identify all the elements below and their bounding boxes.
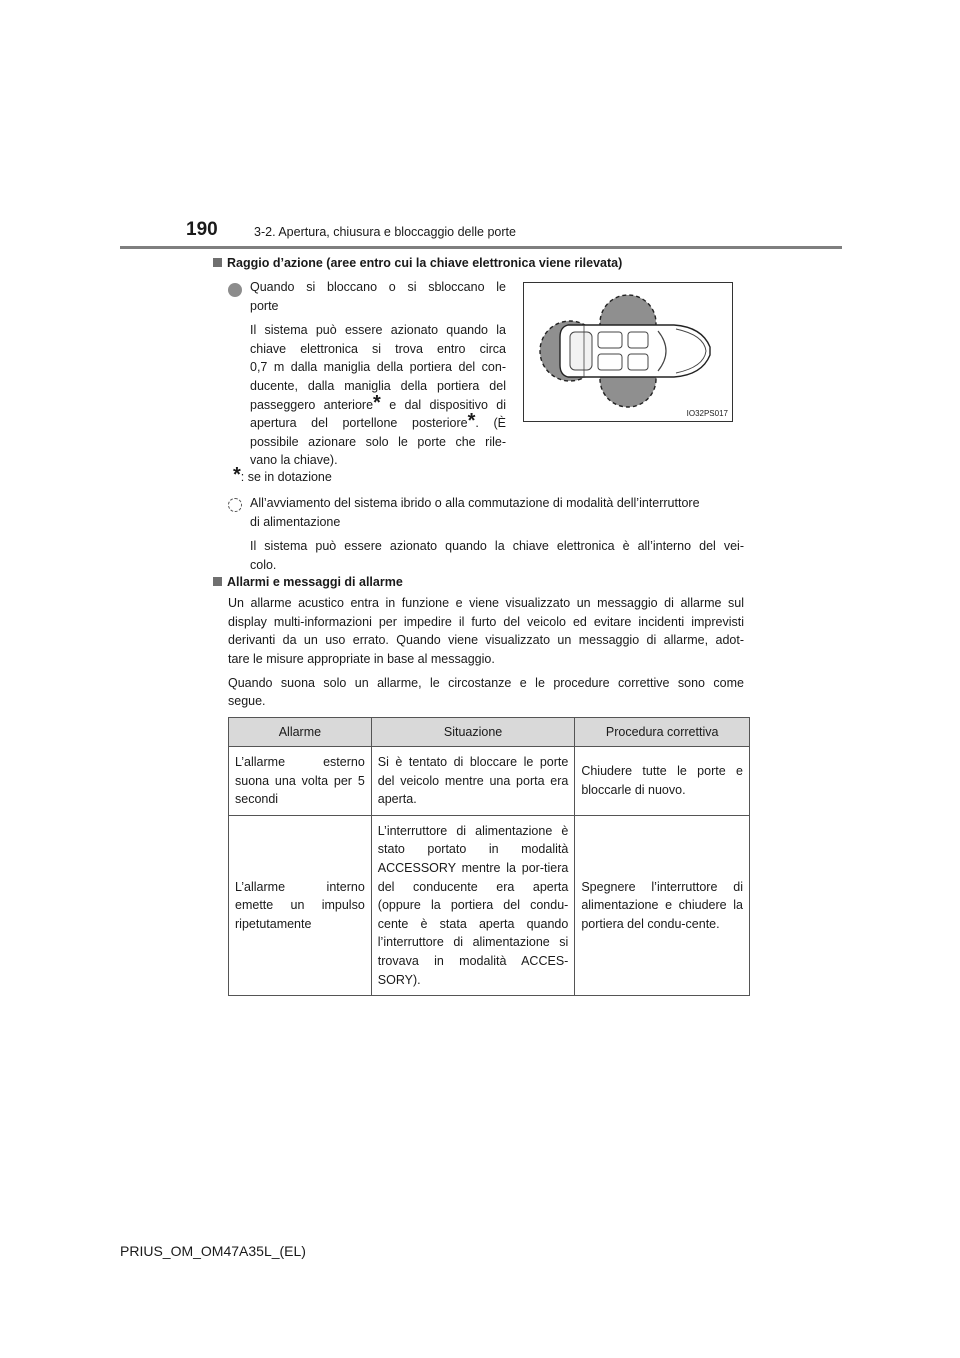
range-paragraph: [250, 321, 506, 451]
table-cell: L’allarme esterno suona una volta per 5 secondi: [229, 747, 372, 816]
text-line: Un allarme acustico entra in funzione e viene visualizzato un messaggio di allarme sul: [228, 596, 744, 610]
text-line: segue.: [228, 694, 266, 708]
asterisk: *: [467, 410, 476, 433]
square-bullet-icon: [213, 258, 222, 267]
filled-circle-icon: [228, 283, 242, 297]
column-header: Procedura correttiva: [575, 718, 750, 747]
text-line: derivanti da un uso errato. Quando viene visualizzato un messaggio di allarme, adot-: [228, 633, 744, 648]
section-heading-alarms: [213, 575, 403, 589]
text-line: possibile azionare solo le porte che rile-: [250, 434, 506, 449]
text-line: Il sistema può essere azionato quando la chiave elettronica è all’interno del vei-: [250, 539, 744, 554]
car-detection-figure: [523, 282, 733, 422]
alarm-table: [228, 717, 750, 996]
table-header-row: [229, 718, 750, 747]
table-cell: Si è tentato di bloccare le porte del veicolo mentre una porta era aperta.: [371, 747, 575, 816]
alarms-paragraph: [228, 594, 744, 650]
item-range-text: [250, 278, 506, 470]
front-seat: [628, 354, 648, 370]
rear-window: [570, 332, 592, 370]
heading-text: Raggio d’azione (aree entro cui la chiave elettronica viene rilevata): [227, 256, 623, 270]
text-line: vano la chiave).: [250, 453, 338, 468]
rear-seat: [598, 354, 622, 370]
dashed-circle-icon: [228, 498, 242, 512]
text-fragment: apertura del portellone posteriore: [250, 416, 468, 431]
text-line: tare le misure appropriate in base al messaggio.: [228, 652, 495, 666]
section-title: 3-2. Apertura, chiusura e bloccaggio delle porte: [254, 225, 516, 239]
table-cell: Spegnere l’interruttore di alimentazione e chiudere la portiera del condu-cente.: [575, 815, 750, 995]
table-row: [229, 747, 750, 816]
page-number: 190: [186, 219, 218, 240]
text-line: ducente, dalla maniglia della portiera del: [250, 378, 506, 393]
text-line: All’avviamento del sistema ibrido o alla commutazione di modalità dell’interruttore: [250, 496, 700, 510]
text-line: 0,7 m dalla maniglia della portiera del con-: [250, 360, 506, 375]
item-title-line: Quando si bloccano o si sbloccano le: [250, 280, 506, 294]
text-fragment: . (È: [475, 416, 506, 431]
table-cell: L’allarme interno emette un impulso ripetutamente: [229, 815, 372, 995]
text-line: colo.: [250, 557, 277, 572]
text-line: Il sistema può essere azionato quando la: [250, 323, 506, 338]
header-rule: [120, 246, 842, 249]
text-fragment: passeggero anteriore: [250, 397, 374, 412]
square-bullet-icon: [213, 577, 222, 586]
front-seat: [628, 332, 648, 348]
heading-text: Allarmi e messaggi di allarme: [227, 575, 403, 589]
document-footer: PRIUS_OM_OM47A35L_(EL): [120, 1243, 306, 1259]
table-cell: L’interruttore di alimentazione è stato portato in modalità ACCESSORY mentre la por-tiera del conducente era aperta (oppure la portiera del condu-cente è stata aperta quando l’interruttore di alimentazione si trovava in modalità ACCES-SORY).: [371, 815, 575, 995]
section-heading-range: [213, 256, 622, 270]
column-header: Allarme: [229, 718, 372, 747]
column-header: Situazione: [371, 718, 575, 747]
asterisk: *: [233, 464, 241, 486]
table-row: [229, 815, 750, 995]
text-line: display multi-informazioni per impedire il furto del veicolo ed evitare incidenti imprevisti: [228, 614, 744, 629]
text-line: Quando suona solo un allarme, le circostanze e le procedure correttive sono come: [228, 676, 744, 690]
item-title-line: porte: [250, 298, 279, 313]
text-line: [250, 410, 506, 433]
table-cell: Chiudere tutte le porte e bloccarle di nuovo.: [575, 747, 750, 816]
footnote-text: : se in dotazione: [240, 470, 332, 484]
text-line: chiave elettronica si trova entro circa: [250, 341, 506, 356]
text-line: di alimentazione: [250, 514, 341, 529]
rear-seat: [598, 332, 622, 348]
asterisk: *: [373, 391, 381, 414]
text-fragment: e dal dispositivo di: [380, 397, 506, 412]
figure-code: IO32PS017: [686, 409, 728, 418]
item-startup-text: [250, 494, 744, 574]
footnote: [233, 464, 332, 487]
car-top-view-illustration: [524, 283, 732, 421]
